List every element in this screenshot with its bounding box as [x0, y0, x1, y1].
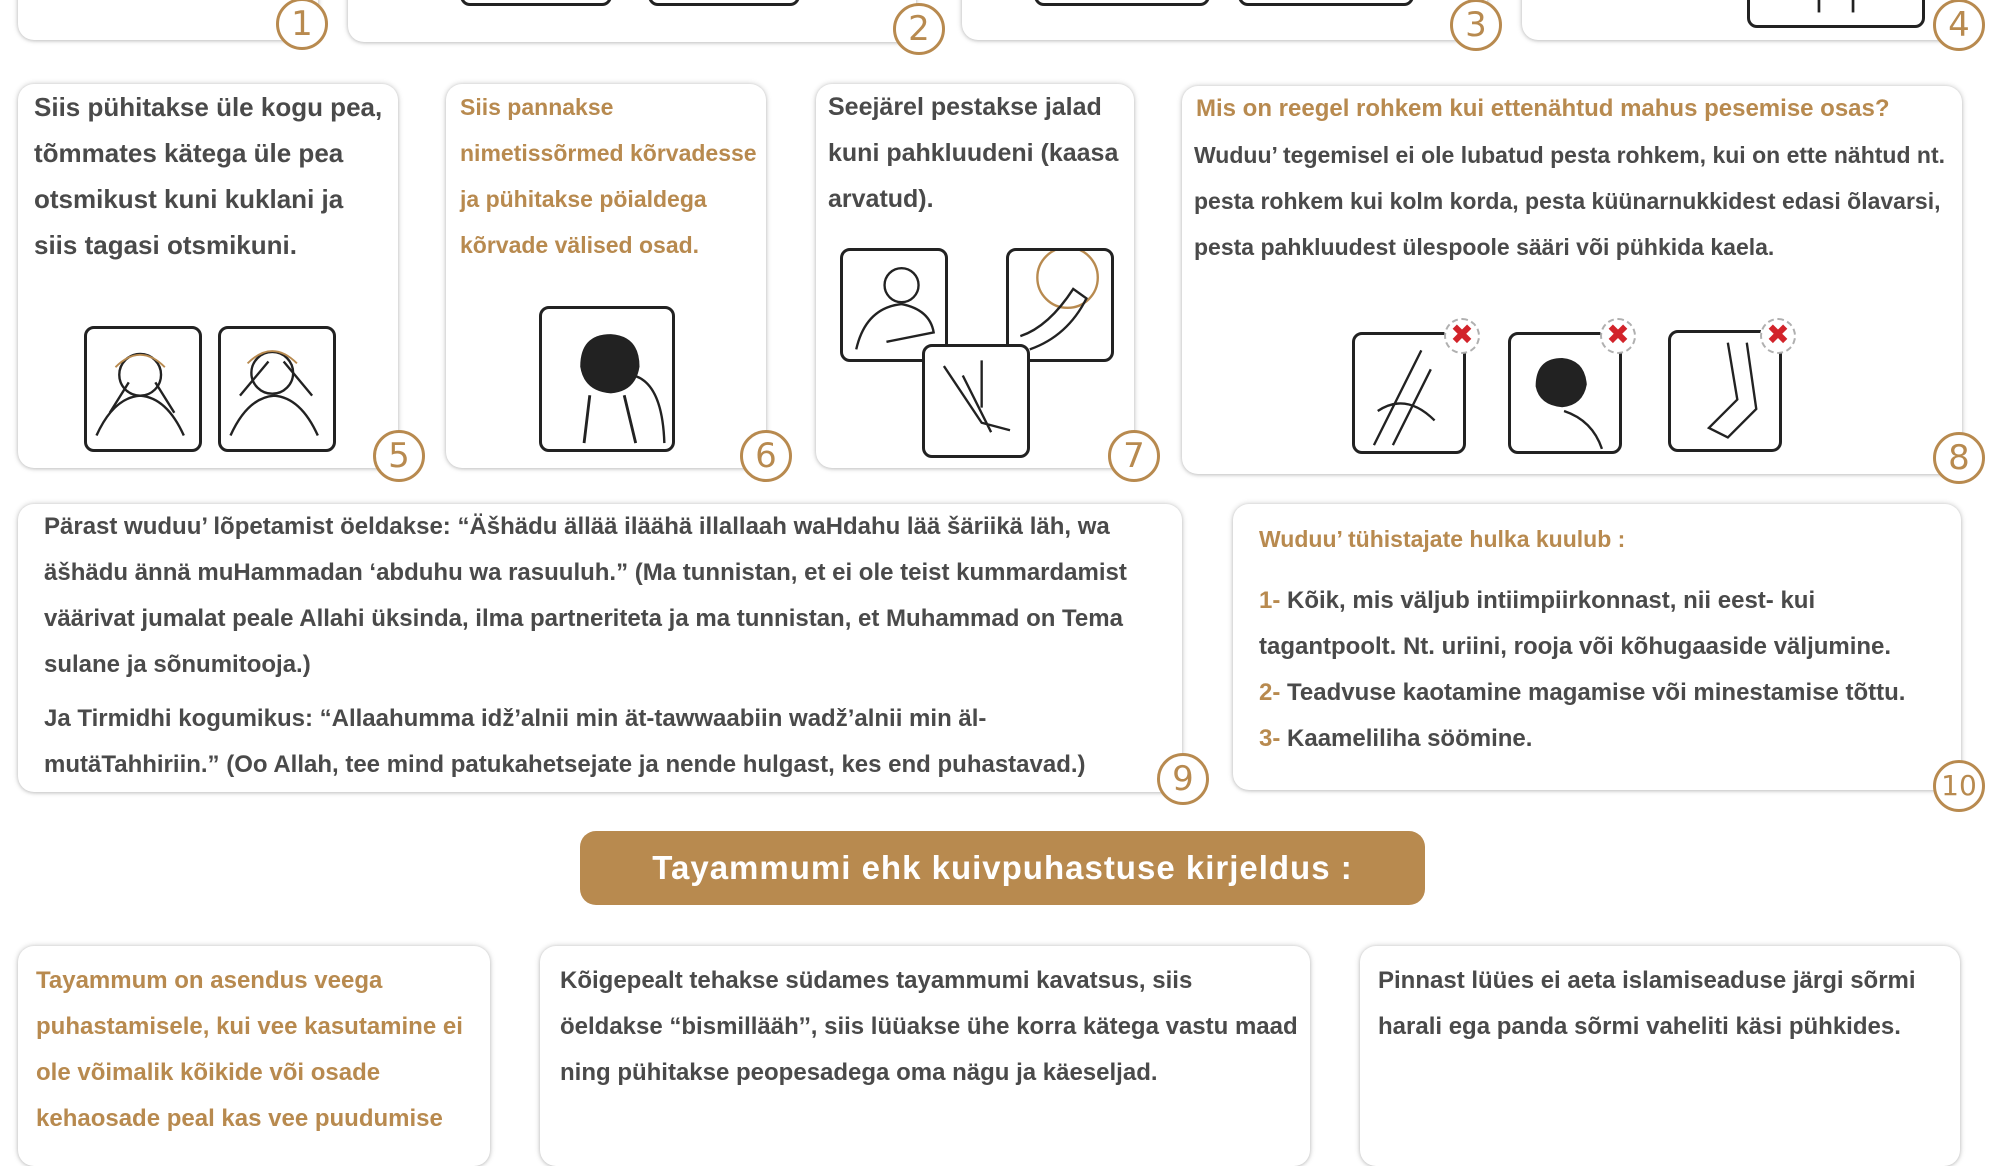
not-allowed-icon-a: ✖: [1444, 318, 1480, 354]
step-10-item-3-num: 3-: [1259, 725, 1281, 752]
step-badge-5: 5: [373, 430, 425, 482]
step-3-illustration-b: [1238, 0, 1414, 6]
tayammum-left-text: Tayammum on asendus veega puhastamisele, kui vee kasutamine ei ole võimalik kõikide või osade kehaosade peal kas vee puudumise: [36, 967, 463, 1132]
step-card-5: [18, 84, 398, 468]
step-2-illustration-b: [648, 0, 800, 6]
step-badge-8: 8: [1933, 432, 1985, 484]
step-badge-2: 2: [893, 3, 945, 55]
step-5-text: Siis pühitakse üle kogu pea, tõmmates kätega üle pea otsmikust kuni kuklani ja siis tagasi otsmikuni.: [34, 92, 383, 260]
step-8-text: Wuduu’ tegemisel ei ole lubatud pesta rohkem, kui on ette nähtud nt. pesta rohkem kui kolm korda, pesta küünarnukkidest edasi õlavarsi, pesta pahkluudest ülespoole sääri või pühkida kaela.: [1194, 142, 1945, 260]
step-card-8: [1182, 86, 1962, 474]
step-card-9: [18, 504, 1182, 792]
step-4-illustration: [1747, 0, 1925, 28]
step-10-item-3: [1259, 716, 1949, 762]
step-8-title: Mis on reegel rohkem kui ettenähtud mahus pesemise osas?: [1196, 95, 1890, 122]
step-9-text-2: Ja Tirmidhi kogumikus: “Allaahumma idž’alnii min ät-tawwaabiin wadž’alnii min äl-mutäTahhiriin.” (Oo Allah, tee mind patukahetsejate ja nende hulgast, kes end puhastavad.): [44, 705, 1086, 778]
step-9-text-1: Pärast wuduu’ lõpetamist öeldakse: “Äšhädu ällää iläähä illallaah waHdahu lää šäriikä läh, wa äšhädu ännä muHammadan ‘abduhu wa rasuuluh.” (Ma tunnistan, et ei ole teist kummardamist väärivat jumalat peale Allahi üksinda, ilma partneriteta ja ma tunnistan, et Muhammad on Tema sulane ja sõnumitooja.): [44, 513, 1127, 678]
step-badge-6: 6: [740, 430, 792, 482]
step-10-item-1-num: 1-: [1259, 587, 1281, 614]
step-card-3: [962, 0, 1487, 40]
tayammum-card-right: [1360, 946, 1960, 1166]
step-3-illustration-a: [1034, 0, 1210, 6]
step-badge-7: 7: [1108, 430, 1160, 482]
step-card-10: [1233, 504, 1961, 790]
tayammum-right-text: Pinnast lüües ei aeta islamiseaduse järgi sõrmi harali ega panda sõrmi vaheliti käsi pühkides.: [1378, 967, 1916, 1040]
not-allowed-icon-c: ✖: [1760, 318, 1796, 354]
step-badge-3: 3: [1450, 0, 1502, 51]
step-7-text: Seejärel pestakse jalad kuni pahkluudeni (kaasa arvatud).: [828, 93, 1119, 213]
step-2-illustration-a: [460, 0, 612, 6]
step-10-item-2-num: 2-: [1259, 679, 1281, 706]
tayammum-card-middle: [540, 946, 1310, 1166]
step-8-illustration-b: [1508, 332, 1622, 454]
step-10-item-3-text: Kaameliliha söömine.: [1287, 725, 1533, 752]
step-badge-1: 1: [276, 0, 328, 50]
step-card-2: [348, 0, 916, 42]
step-10-item-2: [1259, 670, 1949, 716]
step-card-6: [446, 84, 766, 468]
tayammum-middle-text: Kõigepealt tehakse südames tayammumi kavatsus, siis öeldakse “bismilläähˮ, siis lüüakse ühe korra kätega vastu maad ning pühitakse peopesadega oma nägu ja käeseljad.: [560, 967, 1298, 1086]
step-6-illustration: [539, 306, 675, 452]
step-10-item-1: [1259, 578, 1949, 670]
step-badge-9: 9: [1157, 753, 1209, 805]
not-allowed-icon-b: ✖: [1600, 318, 1636, 354]
step-card-7: [816, 84, 1134, 468]
step-5-illustration-a: [84, 326, 202, 452]
step-5-illustration-b: [218, 326, 336, 452]
step-8-illustration-a: [1352, 332, 1466, 454]
step-card-1: [18, 0, 318, 40]
step-7-illustration-c: [922, 344, 1030, 458]
step-badge-4: 4: [1933, 0, 1985, 51]
step-badge-10: 10: [1933, 760, 1985, 812]
step-6-text: Siis pannakse nimetissõrmed kõrvadesse ja pühitakse pöialdega kõrvade välised osad.: [460, 94, 757, 258]
step-10-item-2-text: Teadvuse kaotamine magamise või minestamise tõttu.: [1287, 679, 1906, 706]
step-card-4: [1522, 0, 1962, 40]
step-10-title: Wuduu’ tühistajate hulka kuulub :: [1259, 526, 1626, 552]
tayammum-section-banner: Tayammumi ehk kuivpuhastuse kirjeldus :: [580, 831, 1425, 905]
step-10-item-1-text: Kõik, mis väljub intiimpiirkonnast, nii eest- kui tagantpoolt. Nt. uriini, rooja või kõhugaaside väljumine.: [1259, 587, 1892, 660]
tayammum-card-left: [18, 946, 490, 1166]
